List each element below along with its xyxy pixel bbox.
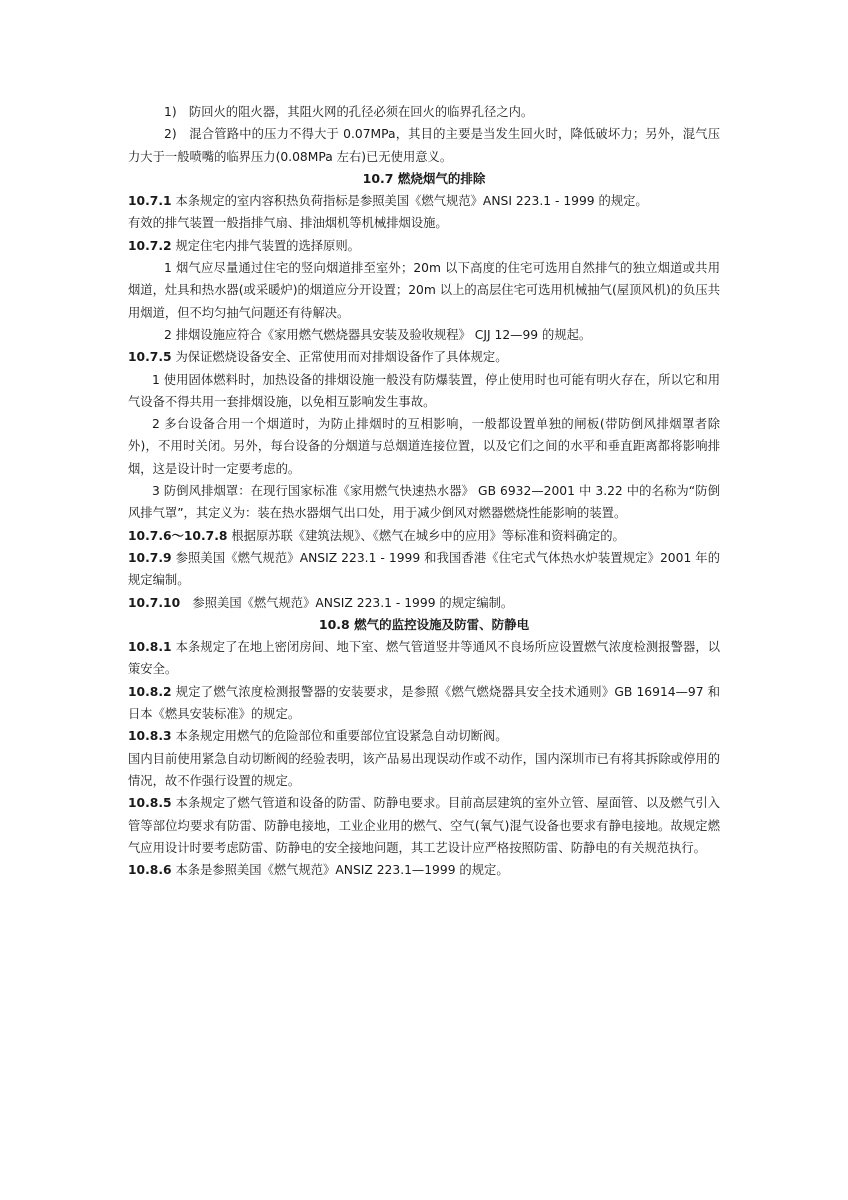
paragraph xyxy=(128,748,720,793)
clause-number: 10.7.2 xyxy=(128,238,172,253)
paragraph xyxy=(128,346,720,368)
paragraph-text: 本条规定了在地上密闭房间、地下室、燃气管道竖井等通风不良场所应设置燃气浓度检测报警器，以策安全。 xyxy=(128,640,720,677)
paragraph-text: 根据原苏联《建筑法规》、《燃气在城乡中的应用》等标准和资料确定的。 xyxy=(227,528,625,543)
clause-number: 10.7.5 xyxy=(128,350,172,365)
clause-number: 10.8.1 xyxy=(128,640,172,655)
paragraph xyxy=(128,681,720,726)
clause-number: 10.7.1 xyxy=(128,194,172,209)
section-heading xyxy=(128,614,720,636)
document-body xyxy=(128,101,720,881)
paragraph xyxy=(128,547,720,592)
paragraph-text: 本条规定用燃气的危险部位和重要部位宜设紧急自动切断阀。 xyxy=(171,729,508,744)
paragraph xyxy=(128,123,720,168)
paragraph-text: 参照美国《燃气规范》ANSIZ 223.1 - 1999 的规定编制。 xyxy=(180,595,514,610)
paragraph-text: 1 烟气应尽量通过住宅的竖向烟道排至室外；20m 以下高度的住宅可选用自然排气的独立烟道或共用烟道，灶具和热水器(或采暖炉)的烟道应分开设置；20m 以上的高层住宅可选用机械抽气(屋顶风机)的负压共用烟道，但不均匀抽气问题还有待解决。 xyxy=(128,261,720,320)
paragraph-text: 1 使用固体燃料时，加热设备的排烟设施一般没有防爆装置，停止使用时也可能有明火存在，所以它和用气设备不得共用一套排烟设施，以免相互影响发生事故。 xyxy=(128,372,720,409)
clause-number: 10.8.3 xyxy=(128,729,172,744)
paragraph-text: 10.7 燃烧烟气的排除 xyxy=(362,170,486,186)
paragraph xyxy=(128,859,720,881)
paragraph-text: 2 多台设备合用一个烟道时，为防止排烟时的互相影响，一般都设置单独的闸板(带防倒风排烟罩者除外)，不用时关闭。另外，每台设备的分烟道与总烟道连接位置，以及它们之间的水平和垂直距离都将影响排烟，这是设计时一定要考虑的。 xyxy=(128,417,720,476)
paragraph-text: 规定了燃气浓度检测报警器的安装要求，是参照《燃气燃烧器具安全技术通则》GB 16914—97 和日本《燃具安装标准》的规定。 xyxy=(128,684,720,722)
paragraph-text: 有效的排气装置一般指排气扇、排油烟机等机械排烟设施。 xyxy=(128,216,448,231)
paragraph-text: 2 排烟设施应符合《家用燃气燃烧器具安装及验收规程》 CJJ 12—99 的规起。 xyxy=(164,327,592,342)
section-heading xyxy=(128,168,720,190)
paragraph xyxy=(128,369,720,414)
clause-number: 10.7.10 xyxy=(128,595,181,610)
clause-number: 10.8.2 xyxy=(128,684,172,699)
paragraph-text: 1) 防回火的阻火器，其阻火网的孔径必须在回火的临界孔径之内。 xyxy=(164,105,534,119)
paragraph xyxy=(128,725,720,747)
paragraph-text: 本条规定的室内容积热负荷指标是参照美国《燃气规范》ANSI 223.1 - 1999 的规定。 xyxy=(171,194,648,209)
paragraph xyxy=(128,257,720,324)
paragraph-text: 本条规定了燃气管道和设备的防雷、防静电要求。目前高层建筑的室外立管、屋面管、以及燃气引入管等部位均要求有防雷、防静电接地，工业企业用的燃气、空气(氧气)混气设备也要求有静电接地。故规定燃气应用设计时要考虑防雷、防静电的安全接地问题，其工艺设计应严格按照防雷、防静电的有关规范执行。 xyxy=(128,796,720,855)
paragraph xyxy=(128,592,720,614)
clause-number: 10.7.9 xyxy=(128,550,172,565)
paragraph xyxy=(128,480,720,525)
clause-number: 10.8.6 xyxy=(128,863,172,878)
paragraph xyxy=(128,525,720,547)
paragraph xyxy=(128,413,720,480)
paragraph xyxy=(128,212,720,234)
paragraph-text: 为保证燃烧设备安全、正常使用而对排烟设备作了具体规定。 xyxy=(171,350,508,365)
paragraph-text: 2) 混合管路中的压力不得大于 0.07MPa，其目的主要是当发生回火时，降低破坏力；另外，混气压力大于一般喷嘴的临界压力(0.08MPa 左右)已无使用意义。 xyxy=(128,127,720,164)
paragraph xyxy=(128,190,720,212)
paragraph-text: 10.8 燃气的监控设施及防雷、防静电 xyxy=(318,616,530,632)
paragraph xyxy=(128,636,720,681)
clause-number: 10.7.6～10.7.8 xyxy=(128,528,228,543)
paragraph-text: 参照美国《燃气规范》ANSIZ 223.1 - 1999 和我国香港《住宅式气体热水炉装置规定》2001 年的规定编制。 xyxy=(128,550,720,588)
paragraph-text: 3 防倒风排烟罩：在现行国家标准《家用燃气快速热水器》 GB 6932—2001 中 3.22 中的名称为“防倒风排气罩”，其定义为：装在热水器烟气出口处，用于减少倒风对燃器燃烧性能影响的装置。 xyxy=(128,484,720,521)
paragraph-text: 国内目前使用紧急自动切断阀的经验表明，该产品易出现误动作或不动作，国内深圳市已有将其拆除或停用的情况，故不作强行设置的规定。 xyxy=(128,751,720,788)
paragraph xyxy=(128,101,720,123)
paragraph-text: 规定住宅内排气装置的选择原则。 xyxy=(171,238,360,253)
paragraph-text: 本条是参照美国《燃气规范》ANSIZ 223.1—1999 的规定。 xyxy=(171,863,509,878)
paragraph xyxy=(128,792,720,859)
paragraph xyxy=(128,235,720,257)
clause-number: 10.8.5 xyxy=(128,796,172,811)
paragraph xyxy=(128,324,720,346)
